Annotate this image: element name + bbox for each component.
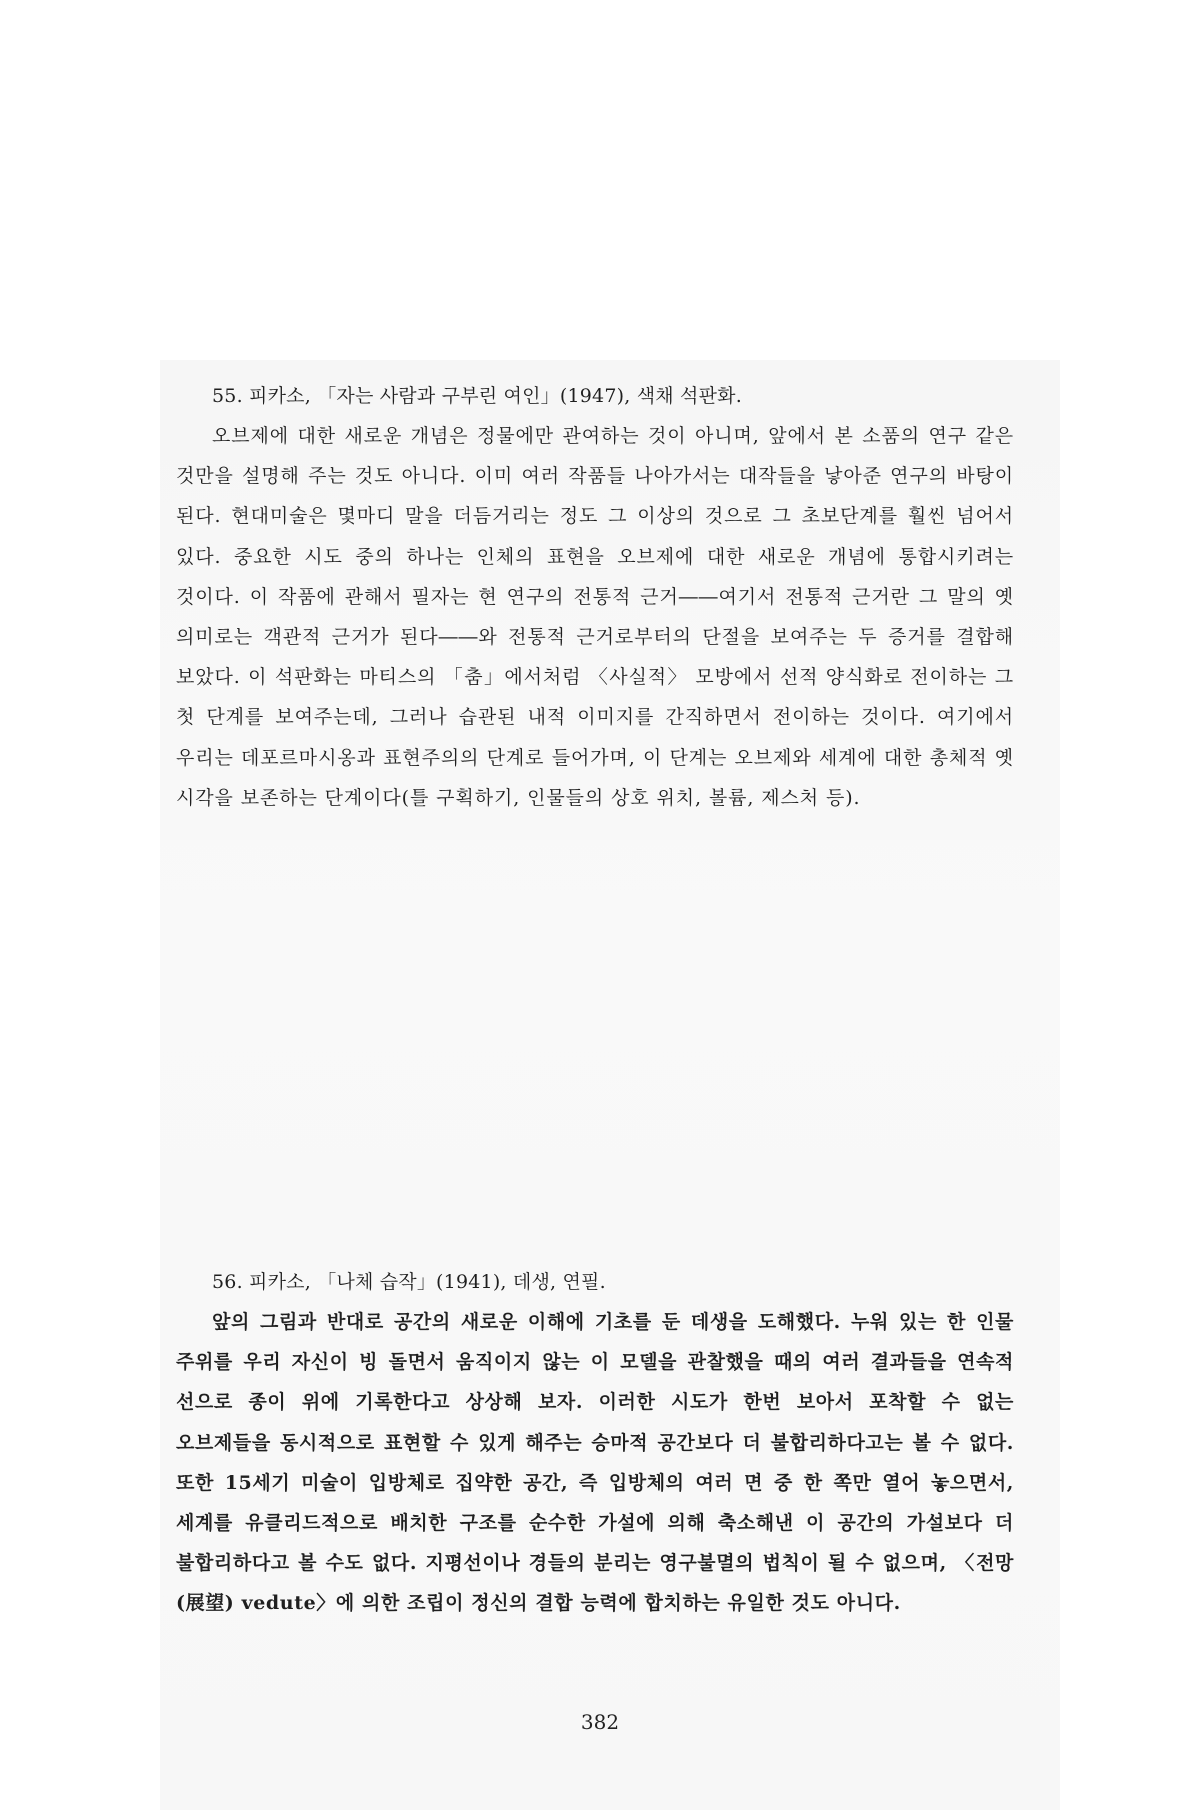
- caption-55: [176, 376, 1014, 818]
- page-number: 382: [580, 1710, 620, 1734]
- caption-title: 56. 피카소, 「나체 습작」(1941), 데생, 연필.: [212, 1271, 606, 1293]
- caption-title: 55. 피카소, 「자는 사람과 구부린 여인」(1947), 색채 석판화.: [212, 385, 742, 407]
- caption-body: 앞의 그림과 반대로 공간의 새로운 이해에 기초를 둔 데생을 도해했다. 누워 있는 한 인물 주위를 우리 자신이 빙 돌면서 움직이지 않는 이 모델을 관찰했을 때의 여러 결과들을 연속적 선으로 종이 위에 기록한다고 상상해 보자. 이러한 시도가 한번 보아서 포착할 수 없는 오브제들을 동시적으로 표현할 수 있게 해주는 승마적 공간보다 더 불합리하다고는 볼 수 없다. 또한 15세기 미술이 입방체로 집약한 공간, 즉 입방체의 여러 면 중 한 쪽만 열어 놓으면서, 세계를 유클리드적으로 배치한 구조를 순수한 가설에 의해 축소해낸 이 공간의 가설보다 더 불합리하다고 볼 수도 없다. 지평선이나 경들의 분리는 영구불멸의 법칙이 될 수 없으며, 〈전망(展望) vedute〉에 의한 조립이 정신의 결합 능력에 합치하는 유일한 것도 아니다.: [176, 1311, 1014, 1615]
- caption-56: [176, 1262, 1014, 1624]
- caption-body: 오브제에 대한 새로운 개념은 정물에만 관여하는 것이 아니며, 앞에서 본 소품의 연구 같은 것만을 설명해 주는 것도 아니다. 이미 여러 작품들 나아가서는 대작들을 낳아준 연구의 바탕이 된다. 현대미술은 몇마디 말을 더듬거리는 정도 그 이상의 것으로 그 초보단계를 훨씬 넘어서 있다. 중요한 시도 중의 하나는 인체의 표현을 오브제에 대한 새로운 개념에 통합시키려는 것이다. 이 작품에 관해서 필자는 현 연구의 전통적 근거――여기서 전통적 근거란 그 말의 옛 의미로는 객관적 근거가 된다――와 전통적 근거로부터의 단절을 보여주는 두 증거를 결합해 보았다. 이 석판화는 마티스의 「춤」에서처럼 〈사실적〉 모방에서 선적 양식화로 전이하는 그 첫 단계를 보여주는데, 그러나 습관된 내적 이미지를 간직하면서 전이하는 것이다. 여기에서 우리는 데포르마시옹과 표현주의의 단계로 들어가며, 이 단계는 오브제와 세계에 대한 총체적 옛 시각을 보존하는 단계이다(틀 구획하기, 인물들의 상호 위치, 볼륨, 제스처 등).: [176, 425, 1014, 809]
